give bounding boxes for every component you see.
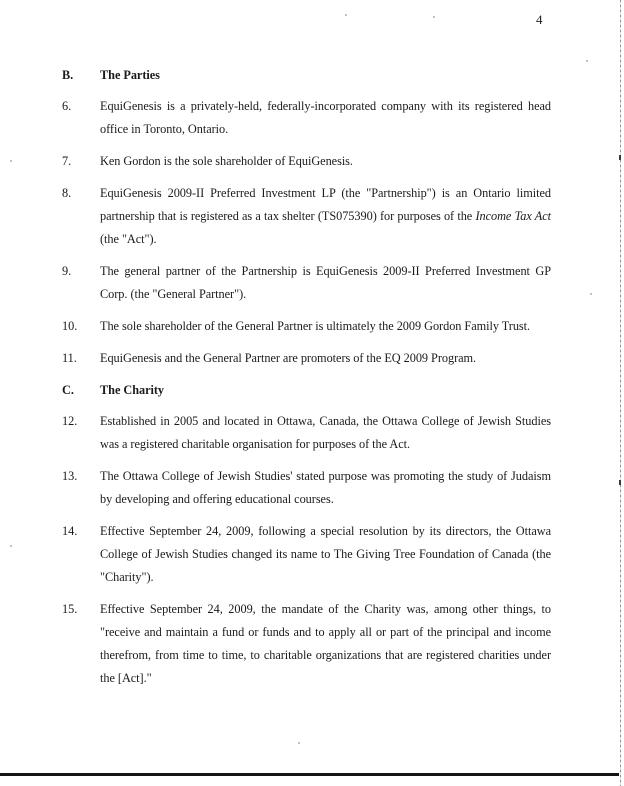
paragraph-14 [62,520,551,589]
section-title: The Parties [100,68,160,82]
scan-artifact-vertical-line [620,0,621,786]
scan-artifact-bottom-line [0,773,619,776]
paragraph-number: 7. [62,154,72,168]
paragraph-number: 8. [62,186,72,200]
paragraph-15 [62,598,551,690]
section-letter: B. [62,68,74,82]
paragraph-number: 15. [62,602,78,616]
scan-speck [586,60,588,62]
paragraph-text [100,182,551,251]
paragraph-number: 12. [62,414,78,428]
paragraph-text: Established in 2005 and located in Ottawa, Canada, the Ottawa College of Jewish Studies was a registered charitable organisation for purposes of the Act. [100,414,551,451]
paragraph-12 [62,410,551,456]
paragraph-11 [62,347,551,370]
statute-name-italic: Income Tax Act [475,209,551,223]
section-heading-charity [62,379,551,402]
paragraph-text: EquiGenesis and the General Partner are promoters of the EQ 2009 Program. [100,351,477,365]
paragraph-8 [62,182,551,251]
scan-artifact-mark [619,480,621,485]
scan-speck [433,16,435,18]
paragraph-number: 13. [62,469,78,483]
paragraph-text: EquiGenesis is a privately-held, federally-incorporated company with its registered head office in Toronto, Ontario. [100,99,551,136]
paragraph-text: Ken Gordon is the sole shareholder of EquiGenesis. [100,154,353,168]
paragraph-7 [62,150,551,173]
paragraph-6 [62,95,551,141]
paragraph-text-after-italic: (the "Act"). [100,232,157,246]
section-heading-parties [62,64,551,87]
scan-speck [10,545,12,547]
scan-speck [590,293,592,295]
scan-speck [345,14,347,16]
page-number: 4 [536,12,543,27]
paragraph-text-before-italic: EquiGenesis 2009-II Preferred Investment LP (the "Partnership") is an Ontario limited partnership that is registered as a tax shelter (TS075390) for purposes of the [100,186,551,223]
scan-speck [10,160,12,162]
paragraph-text: Effective September 24, 2009, the mandate of the Charity was, among other things, to "receive and maintain a fund or funds and to apply all or part of the principal and income therefrom, from time to time, to charitable organizations that are registered charities under the [Act]." [100,602,551,685]
paragraph-text: The Ottawa College of Jewish Studies' stated purpose was promoting the study of Judaism by developing and offering educational courses. [100,469,551,506]
paragraph-13 [62,465,551,511]
paragraph-10 [62,315,551,338]
scan-speck [298,742,300,744]
paragraph-text: Effective September 24, 2009, following a special resolution by its directors, the Ottawa College of Jewish Studies changed its name to The Giving Tree Foundation of Canada (the "Charity"). [100,524,551,584]
paragraph-number: 6. [62,99,72,113]
section-title: The Charity [100,383,165,397]
scan-artifact-mark [619,155,621,160]
paragraph-number: 11. [62,351,77,365]
section-letter: C. [62,383,74,397]
document-content [62,64,551,699]
paragraph-text: The general partner of the Partnership is EquiGenesis 2009-II Preferred Investment GP Corp. (the "General Partner"). [100,264,551,301]
paragraph-number: 10. [62,319,78,333]
paragraph-text: The sole shareholder of the General Partner is ultimately the 2009 Gordon Family Trust. [100,319,531,333]
paragraph-9 [62,260,551,306]
paragraph-number: 14. [62,524,78,538]
paragraph-number: 9. [62,264,72,278]
